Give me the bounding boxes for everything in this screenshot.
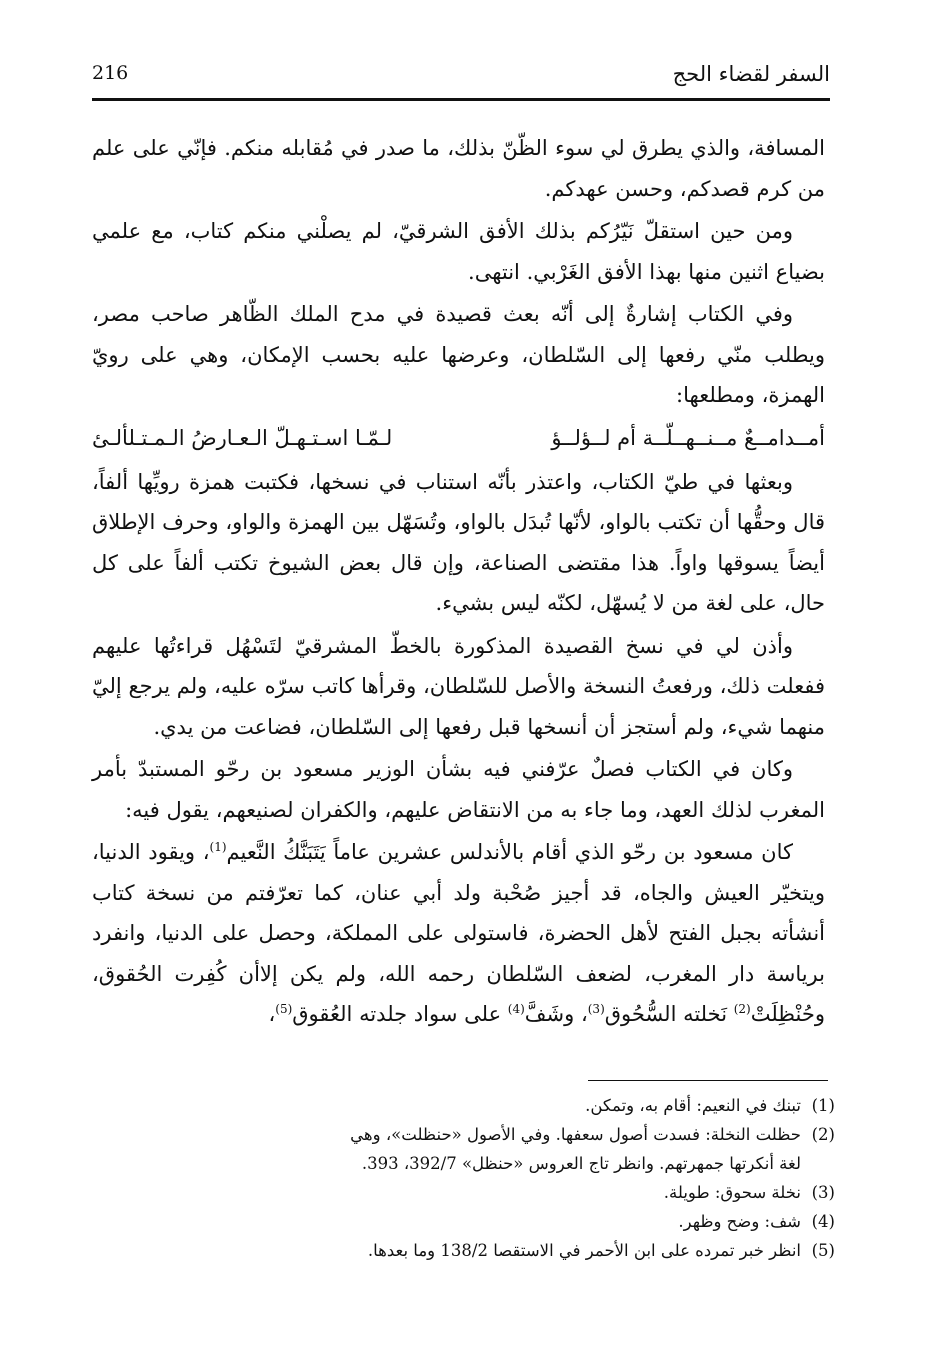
footnote-3 <box>330 1178 835 1207</box>
paragraph-3: وفي الكتاب إشارةٌ إلى أنّه بعث قصيدة في مدح الملك الظّاهر صاحب مصر، ويطلب منّي رفعها إلى السّلطان، وعرضها عليه بحسب الإمكان، وهي على رويّ الهمزة، ومطلعها: <box>92 302 825 407</box>
paragraph-7-part-d: ، وشَفَّ <box>524 1002 588 1026</box>
main-text <box>92 128 825 1037</box>
footnote-ref-1[interactable]: (1) <box>209 840 227 854</box>
footnote-text: تبنك في النعيم: أقام به، وتمكن. <box>585 1096 801 1115</box>
footnote-rule <box>588 1080 828 1081</box>
paragraph-7-part-e: على سواد جلدته العُقوق <box>292 1002 508 1026</box>
footnote-number: (1) <box>811 1096 835 1115</box>
page-header <box>92 52 830 96</box>
footnote-number: (2) <box>811 1125 835 1144</box>
footnote-text: حظلت النخلة: فسدت أصول سعفها. وفي الأصول «حنظلت»، وهي لغة أنكرتها جمهرتهم. وانظر تاج العروس «حنظل» 392/7، 393. <box>350 1125 801 1173</box>
footnote-text: شف: وضح وظهر. <box>678 1212 801 1231</box>
paragraph-7-part-b: ، ويقود الدنيا، ويتخيّر العيش والجاه، قد أجيز صُحْبة ولد أبي عنان، كما تعرّفتم من نسخة كتاب أنشأته بجبل الفتح لأهل الحضرة، فاستولى على المملكة، وحصل على الدنيا، وانفرد برياسة دار المغرب، لضعف السّلطان رحمه الله، ولم يكن إلاأن كُفِرت الحُقوق، وحُنْظِلَتْ <box>92 840 825 1026</box>
footnote-ref-5[interactable]: (5) <box>275 1002 293 1016</box>
footnotes <box>330 1091 835 1265</box>
paragraph-2: ومن حين استقلّ نَيّرُكم بذلك الأفق الشرقيّ، لم يصلْني منكم كتاب، مع علمي بضياع اثنين منها بهذا الأفق الغَرْبي. انتهى. <box>92 219 825 284</box>
footnote-number: (5) <box>811 1241 835 1260</box>
footnote-ref-3[interactable]: (3) <box>587 1002 605 1016</box>
header-rule <box>92 98 830 101</box>
footnote-4 <box>330 1207 835 1236</box>
paragraph-4: وبعثها في طيّ الكتاب، واعتذر بأنّه استناب في نسخها، فكتبت همزة رويِّها ألفاً، قال وحقُّها أن تكتب بالواو، لأنّها تُبدَل بالواو، وتُسَهّل بين الهمزة والواو، وحرف الإطلاق أيضاً يسوقها واواً. هذا مقتضى الصناعة، وإن قال بعض الشيوخ تكتب ألفاً على كل حال، على لغة من لا يُسهّل، لكنّه ليس بشيء. <box>92 469 826 615</box>
footnote-1 <box>330 1091 835 1120</box>
paragraph-6: وكان في الكتاب فصلٌ عرّفني فيه بشأن الوزير مسعود بن رحّو المستبدّ بأمر المغرب لذلك العهد، وما جاء به من الانتقاض عليهم، والكفران لصنيعهم، يقول فيه: <box>92 757 825 822</box>
paragraph-7 <box>92 832 825 1035</box>
footnote-5 <box>330 1236 835 1265</box>
footnote-ref-2[interactable]: (2) <box>733 1002 751 1016</box>
paragraph-7-part-a: كان مسعود بن رحّو الذي أقام بالأندلس عشرين عاماً يَتَبَنَّكُ النَّعيم <box>226 840 793 864</box>
running-title: السفر لقضاء الحج <box>672 62 830 86</box>
footnote-number: (3) <box>811 1183 835 1202</box>
footnote-2 <box>330 1120 835 1178</box>
footnote-ref-4[interactable]: (4) <box>507 1002 525 1016</box>
paragraph-7-part-f: ، <box>268 1002 276 1026</box>
poem-verse <box>92 418 825 458</box>
paragraph-5: وأذن لي في نسخ القصيدة المذكورة بالخطّ المشرقيّ لتَسْهُل قراءتُها عليهم ففعلت ذلك، ورفعتُ النسخة والأصل للسّلطان، وقرأها كاتب سرّه عليه، ولم يرجع إليّ منهما شيء، ولم أستجز أن أنسخها قبل رفعها إلى السّلطان، فضاعت من يدي. <box>92 633 825 739</box>
page-number: 216 <box>92 62 129 84</box>
verse-first-hemistich: أمــدامــعٌ مــنــهــلّــة أم لــؤلــؤ <box>551 425 825 450</box>
footnote-number: (4) <box>811 1212 835 1231</box>
paragraph-1: المسافة، والذي يطرق لي سوء الظّنّ بذلك، ما صدر في مُقابله منكم. فإنّي على علم من كرم قصدكم، وحسن عهدكم. <box>92 136 825 201</box>
paragraph-7-part-c: نَخلته السُّحُوق <box>604 1002 734 1026</box>
footnote-text: انظر خبر تمرده على ابن الأحمر في الاستقصا 138/2 وما بعدها. <box>367 1241 801 1260</box>
verse-second-hemistich: لـمّـا اسـتـهـلّ الـعـارضُ الـمـتـلألـئ <box>92 425 393 450</box>
footnote-text: نخلة سحوق: طويلة. <box>663 1183 801 1202</box>
